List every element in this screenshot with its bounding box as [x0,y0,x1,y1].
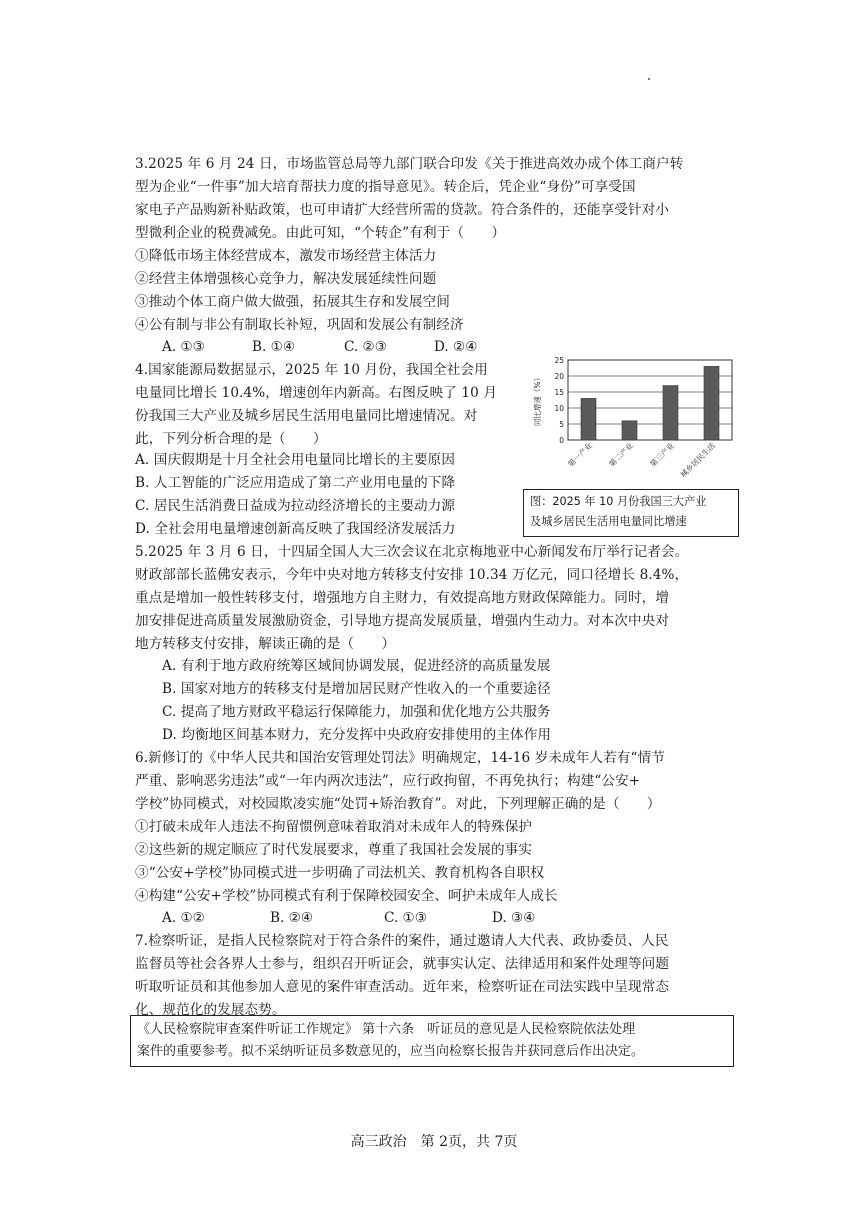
y-axis-label: 同比增速（%） [533,373,542,427]
chart-caption-line: 图：2025 年 10 月份我国三大产业 [530,495,707,508]
quote-line: 《人民检察院审查案件听证工作规定》 第十六条 听证员的意见是人民检察院依法处理 [137,1022,636,1037]
scan-speck [648,78,650,80]
y-tick-label: 0 [559,436,564,445]
x-category-label: 第三产业 [648,441,676,469]
y-tick-label: 10 [554,404,564,413]
x-category-label: 第二产业 [607,441,635,469]
bar [622,421,637,440]
q6-statement: ③“公安+学校”协同模式进一步明确了司法机关、教育机构各自职权 [135,865,545,881]
q4-stem-line: 4.国家能源局数据显示，2025 年 10 月份，我国全社会用 [135,362,488,378]
q6-option-d[interactable]: D. ③④ [492,910,536,926]
q6-option-b[interactable]: B. ②④ [270,910,314,926]
q3-statement: ②经营主体增强核心竞争力，解决发展延续性问题 [135,271,437,287]
q5-stem-line: 财政部部长蓝佛安表示，今年中央对地方转移支付安排 10.34 万亿元，同口径增长 8.4%， [135,567,689,583]
bar [704,366,719,440]
q5-stem-line: 5.2025 年 3 月 6 日，十四届全国人大三次会议在北京梅地亚中心新闻发布厅举行记者会。 [135,544,689,560]
q3-statement: ④公有制与非公有制取长补短，巩固和发展公有制经济 [135,317,464,333]
q7-stem-line: 听取听证员和其他参加人意见的案件审查活动。近年来，检察听证在司法实践中呈现常态 [135,979,670,995]
y-tick-label: 5 [559,420,564,429]
chart-caption-line: 及城乡居民生活用电量同比增速 [530,515,687,528]
q6-stem-line: 6.新修订的《中华人民共和国治安管理处罚法》明确规定，14-16 岁未成年人若有“情节 [135,750,665,766]
q6-options [162,907,535,929]
q3-stem-line: 3.2025 年 6 月 24 日，市场监管总局等九部门联合印发《关于推进高效办成个体工商户转 [135,156,684,172]
y-tick-label: 25 [554,356,564,365]
bar [663,386,678,440]
q4-option-b[interactable]: B. 人工智能的广泛应用造成了第二产业用电量的下降 [135,475,456,491]
x-category-label: 城乡居民生活 [678,441,717,480]
q3-statement: ③推动个体工商户做大做强，拓展其生存和发展空间 [135,294,450,310]
q3-stem-line: 型为企业“一件事”加大培育帮扶力度的指导意见》。转企后，凭企业“身份”可享受国 [135,179,636,195]
bar-chart-svg [522,352,740,492]
q6-option-c[interactable]: C. ①③ [384,910,427,926]
q3-options [162,336,477,358]
chart-caption-box [523,489,739,537]
q7-stem-line: 7.检察听证，是指人民检察院对于符合条件的案件，通过邀请人大代表、政协委员、人民 [135,933,669,949]
q6-stem-line: 学校”协同模式，对校园欺凌实施“处罚+矫治教育”。对此，下列理解正确的是（ ） [135,796,661,812]
q6-option-a[interactable]: A. ①② [162,910,205,926]
q6-stem-line: 严重、影响恶劣违法”或“一年内两次违法”，应行政拘留，不再免执行；构建“公安+ [135,773,641,789]
q5-option-c[interactable]: C. 提高了地方财政平稳运行保障能力，加强和优化地方公共服务 [162,704,551,720]
quote-line: 案件的重要参考。拟不采纳听证员多数意见的，应当向检察长报告并获同意后作出决定。 [137,1044,645,1059]
q6-statement: ④构建“公安+学校”协同模式有利于保障校园安全、呵护未成年人成长 [135,888,558,904]
q4-option-c[interactable]: C. 居民生活消费日益成为拉动经济增长的主要动力源 [135,498,456,514]
q7-stem-line: 监督员等社会各界人士参与，组织召开听证会，就事实认定、法律适用和案件处理等问题 [135,956,670,972]
q3-stem-line: 型微利企业的税费减免。由此可知，“个转企”有利于（ ） [135,225,506,241]
q5-stem-line: 重点是增加一般性转移支付，增强地方自主财力，有效提高地方财政保障能力。同时，增 [135,590,670,606]
q3-option-a[interactable]: A. ①③ [162,339,205,355]
q3-option-d[interactable]: D. ②④ [434,339,478,355]
q5-stem-line: 加安排促进高质量发展激励资金，引导地方提高发展质量，增强内生动力。对本次中央对 [135,613,670,629]
q4-stem-line: 此，下列分析合理的是（ ） [135,431,327,447]
q3-option-c[interactable]: C. ②③ [344,339,387,355]
bar [581,398,596,440]
q5-option-a[interactable]: A. 有利于地方政府统筹区域间协调发展，促进经济的高质量发展 [162,658,551,674]
page-footer: 高三政治 第 2页，共 7页 [350,1134,518,1150]
x-category-label: 第一产业 [566,441,594,469]
q4-stem-line: 电量同比增长 10.4%，增速创年内新高。右图反映了 10 月 [135,385,498,401]
q6-statement: ①打破未成年人违法不拘留惯例意味着取消对未成年人的特殊保护 [135,819,533,835]
q3-stem-line: 家电子产品购新补贴政策，也可申请扩大经营所需的贷款。符合条件的，还能享受针对小 [135,202,670,218]
q5-stem-line: 地方转移支付安排，解读正确的是（ ） [135,636,396,652]
q5-option-b[interactable]: B. 国家对地方的转移支付是增加居民财产性收入的一个重要途径 [162,681,551,697]
y-tick-label: 15 [554,388,564,397]
q4-stem-line: 份我国三大产业及城乡居民生活用电量同比增速情况。对 [135,408,478,424]
q4-option-a[interactable]: A. 国庆假期是十月全社会用电量同比增长的主要原因 [135,452,456,468]
q4-option-d[interactable]: D. 全社会用电量增速创新高反映了我国经济发展活力 [135,521,456,537]
q3-option-b[interactable]: B. ①④ [252,339,296,355]
q6-statement: ②这些新的规定顺应了时代发展要求，尊重了我国社会发展的事实 [135,842,533,858]
q5-option-d[interactable]: D. 均衡地区间基本财力，充分发挥中央政府安排使用的主体作用 [162,727,552,743]
q7-stem-line: 化、规范化的发展态势。 [135,1002,286,1018]
regulation-quote-box [130,1015,734,1067]
q3-statement: ①降低市场主体经营成本，激发市场经营主体活力 [135,248,437,264]
y-tick-label: 20 [554,372,564,381]
